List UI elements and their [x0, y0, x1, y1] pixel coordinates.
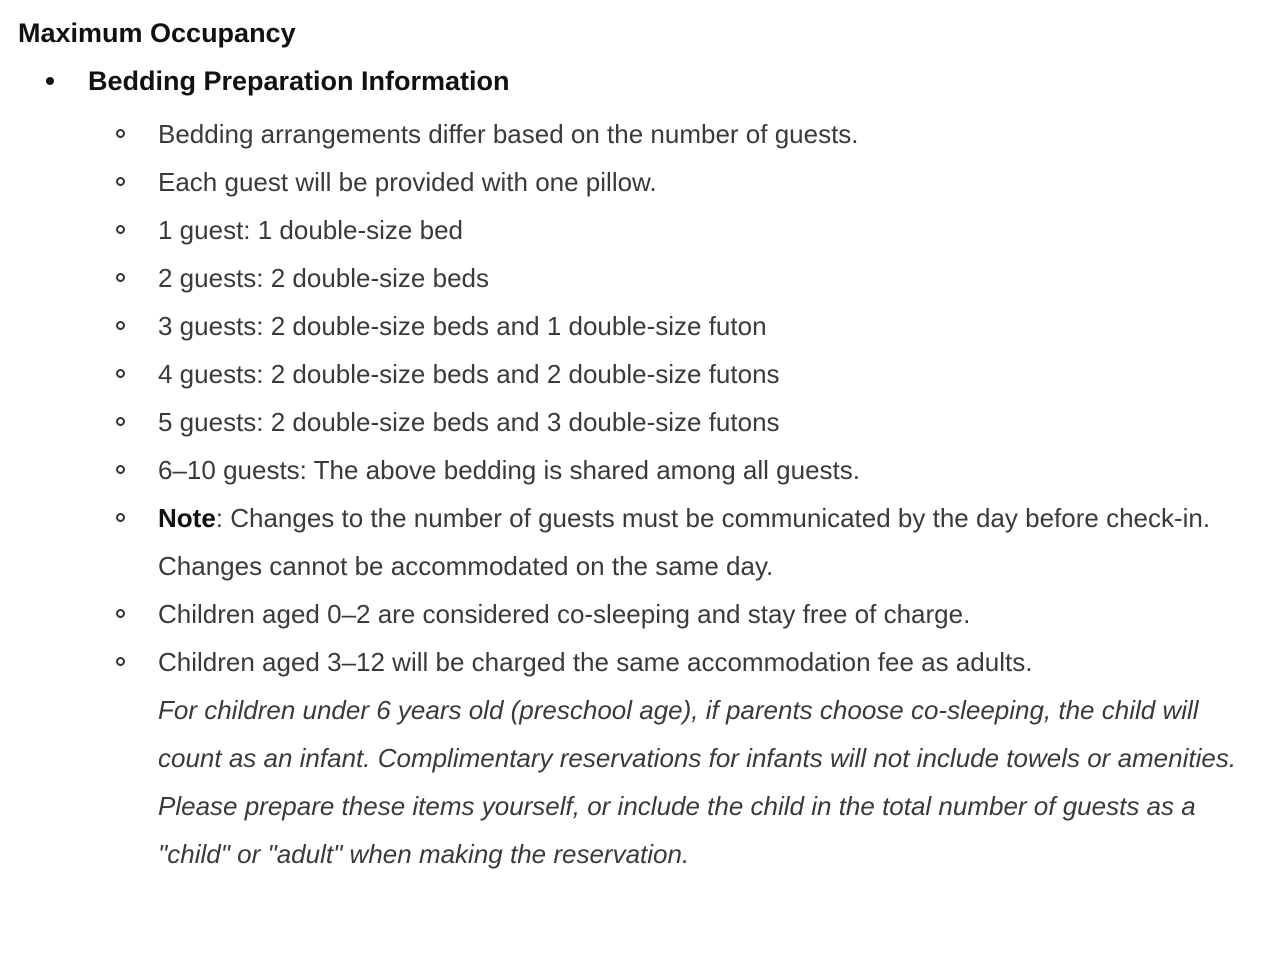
- list-item: [0, 398, 1248, 446]
- bedding-section: [0, 62, 1280, 869]
- section-header: [0, 62, 1280, 100]
- circle-bullet-icon: [116, 609, 125, 618]
- list-item-text: Children aged 3–12 will be charged the same accommodation fee as adults.: [158, 647, 1033, 677]
- list-item-text: Each guest will be provided with one pillow.: [158, 167, 657, 197]
- list-item: [0, 590, 1248, 638]
- list-item-text: 2 guests: 2 double-size beds: [158, 263, 489, 293]
- list-item-text: 4 guests: 2 double-size beds and 2 double-size futons: [158, 359, 780, 389]
- circle-bullet-icon: [116, 369, 125, 378]
- list-item: [0, 446, 1248, 494]
- list-item: [0, 254, 1248, 302]
- bullet-icon: [46, 77, 54, 85]
- list-item: [0, 638, 1248, 878]
- list-item-note: [0, 494, 1248, 590]
- circle-bullet-icon: [116, 321, 125, 330]
- circle-bullet-icon: [116, 465, 125, 474]
- circle-bullet-icon: [116, 657, 125, 666]
- list-item: [0, 302, 1248, 350]
- infant-note: For children under 6 years old (preschool age), if parents choose co-sleeping, the child will count as an infant. Complimentary reservations for infants will not include towels or amenities. Please prepare these items yourself, or include the child in the total number of guests as a "child" or "adult" when making the reservation.: [158, 695, 1237, 869]
- circle-bullet-icon: [116, 177, 125, 186]
- circle-bullet-icon: [116, 417, 125, 426]
- note-label: Note: [158, 503, 216, 533]
- section-title: Bedding Preparation Information: [88, 66, 510, 96]
- list-item: [0, 206, 1248, 254]
- list-item-text: Bedding arrangements differ based on the number of guests.: [158, 119, 859, 149]
- bedding-list: [0, 110, 1280, 878]
- circle-bullet-icon: [116, 129, 125, 138]
- list-item: [0, 158, 1248, 206]
- list-item-text: : Changes to the number of guests must be communicated by the day before check-in. Changes cannot be accommodated on the same day.: [158, 503, 1211, 581]
- list-item-text: 1 guest: 1 double-size bed: [158, 215, 463, 245]
- circle-bullet-icon: [116, 225, 125, 234]
- circle-bullet-icon: [116, 513, 125, 522]
- page-title: Maximum Occupancy: [18, 18, 296, 48]
- list-item-text: 5 guests: 2 double-size beds and 3 double-size futons: [158, 407, 780, 437]
- list-item-text: 3 guests: 2 double-size beds and 1 double-size futon: [158, 311, 767, 341]
- circle-bullet-icon: [116, 273, 125, 282]
- list-item: [0, 350, 1248, 398]
- list-item-text: 6–10 guests: The above bedding is shared among all guests.: [158, 455, 860, 485]
- list-item: [0, 110, 1248, 158]
- list-item-text: Children aged 0–2 are considered co-sleeping and stay free of charge.: [158, 599, 971, 629]
